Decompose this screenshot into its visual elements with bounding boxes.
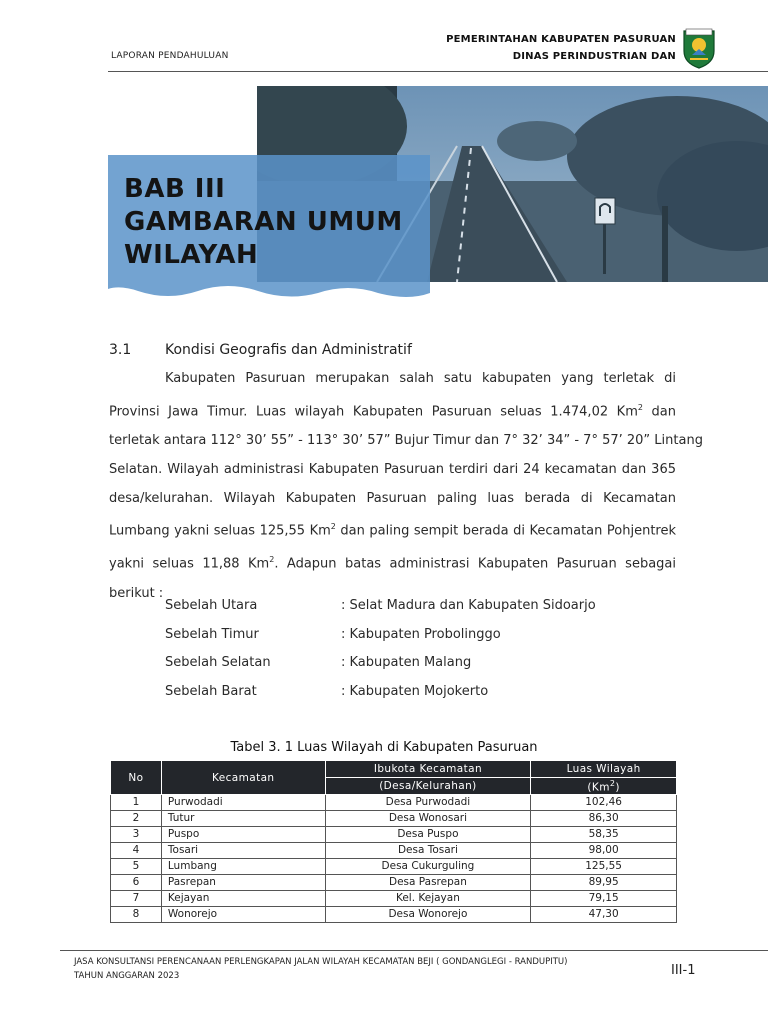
chapter-title — [124, 173, 424, 272]
chapter-title-line1: BAB III — [124, 174, 226, 204]
border-direction: Sebelah Barat — [165, 684, 257, 699]
cell-luas: 79,15 — [531, 891, 677, 907]
paragraph-line: desa/kelurahan. Wilayah Kabupaten Pasuruan paling luas berada di Kecamatan — [109, 490, 676, 506]
cell-ibukota: Desa Wonorejo — [325, 907, 531, 923]
cell-kecamatan: Kejayan — [161, 891, 325, 907]
col-header-luas: Luas Wilayah — [531, 761, 677, 778]
table-row — [111, 795, 677, 811]
cell-no: 5 — [111, 859, 162, 875]
cell-luas: 89,95 — [531, 875, 677, 891]
col-header-no: No — [111, 761, 162, 795]
col-header-kecamatan: Kecamatan — [161, 761, 325, 795]
border-direction: Sebelah Timur — [165, 627, 259, 642]
section-number: 3.1 — [109, 342, 132, 358]
border-west — [165, 684, 488, 699]
table-row — [111, 811, 677, 827]
col-header-ibukota-sub: (Desa/Kelurahan) — [325, 778, 531, 795]
table-row — [111, 875, 677, 891]
cell-no: 6 — [111, 875, 162, 891]
table-row — [111, 827, 677, 843]
agency-name — [446, 31, 676, 65]
cell-ibukota: Desa Wonosari — [325, 811, 531, 827]
cell-kecamatan: Pasrepan — [161, 875, 325, 891]
cell-luas: 58,35 — [531, 827, 677, 843]
border-east — [165, 627, 501, 642]
chapter-title-line3: WILAYAH — [124, 240, 259, 270]
cell-kecamatan: Tosari — [161, 843, 325, 859]
cell-luas: 98,00 — [531, 843, 677, 859]
paragraph-line: yakni seluas 11,88 Km$^2$. Adapun batas administrasi Kabupaten Pasuruan sebagai — [109, 555, 676, 572]
cell-ibukota: Desa Pasrepan — [325, 875, 531, 891]
cell-ibukota: Desa Cukurguling — [325, 859, 531, 875]
cell-no: 3 — [111, 827, 162, 843]
area-table — [110, 760, 677, 923]
cell-kecamatan: Puspo — [161, 827, 325, 843]
report-title: LAPORAN PENDAHULUAN — [111, 51, 229, 61]
border-north — [165, 598, 596, 613]
cell-luas: 86,30 — [531, 811, 677, 827]
kabupaten-pasuruan-emblem-icon — [682, 27, 716, 69]
cell-kecamatan: Lumbang — [161, 859, 325, 875]
footer-project-line1: JASA KONSULTANSI PERENCANAAN PERLENGKAPAN JALAN WILAYAH KECAMATAN BEJI ( GONDANGLEGI - RANDUPITU) — [74, 957, 568, 967]
cell-kecamatan: Purwodadi — [161, 795, 325, 811]
paragraph-line: Selatan. Wilayah administrasi Kabupaten Pasuruan terdiri dari 24 kecamatan dan 365 — [109, 461, 676, 477]
paragraph-line: Provinsi Jawa Timur. Luas wilayah Kabupaten Pasuruan seluas 1.474,02 Km$^2$ dan — [109, 402, 677, 420]
paragraph-line: terletak antara 112° 30’ 55” - 113° 30’ 57” Bujur Timur dan 7° 32’ 34” - 7° 57’ 20” Lintang — [109, 432, 703, 448]
col-header-ibukota: Ibukota Kecamatan — [325, 761, 531, 778]
page-number: III-1 — [671, 963, 696, 978]
agency-name-line2: DINAS PERINDUSTRIAN DAN — [512, 51, 676, 62]
paragraph-line: berikut : — [109, 585, 164, 601]
table-row — [111, 891, 677, 907]
cell-no: 2 — [111, 811, 162, 827]
cell-luas: 125,55 — [531, 859, 677, 875]
footer-divider — [60, 950, 768, 951]
border-value: : Kabupaten Mojokerto — [341, 684, 489, 699]
table-row — [111, 907, 677, 923]
cell-kecamatan: Wonorejo — [161, 907, 325, 923]
border-direction: Sebelah Selatan — [165, 655, 271, 670]
table-row — [111, 843, 677, 859]
border-value: : Selat Madura dan Kabupaten Sidoarjo — [341, 598, 596, 613]
cell-kecamatan: Tutur — [161, 811, 325, 827]
footer-project-line2: TAHUN ANGGARAN 2023 — [74, 971, 180, 981]
border-south — [165, 655, 471, 670]
cell-no: 1 — [111, 795, 162, 811]
cell-no: 8 — [111, 907, 162, 923]
table-caption: Tabel 3. 1 Luas Wilayah di Kabupaten Pasuruan — [230, 740, 538, 755]
header-divider — [108, 71, 768, 72]
section-title: Kondisi Geografis dan Administratif — [165, 342, 412, 358]
paragraph-line: Lumbang yakni seluas 125,55 Km$^2$ dan paling sempit berada di Kecamatan Pohjentrek — [109, 522, 677, 539]
cell-ibukota: Desa Purwodadi — [325, 795, 531, 811]
cell-ibukota: Desa Tosari — [325, 843, 531, 859]
border-value: : Kabupaten Malang — [341, 655, 472, 670]
section-paragraph — [109, 365, 703, 608]
cell-ibukota: Desa Puspo — [325, 827, 531, 843]
paragraph-line: Kabupaten Pasuruan merupakan salah satu kabupaten yang terletak di — [165, 371, 676, 386]
agency-name-line1: PEMERINTAHAN KABUPATEN PASURUAN — [446, 34, 676, 45]
cell-luas: 47,30 — [531, 907, 677, 923]
cell-luas: 102,46 — [531, 795, 677, 811]
cell-no: 4 — [111, 843, 162, 859]
border-value: : Kabupaten Probolinggo — [341, 627, 501, 642]
chapter-title-line2: GAMBARAN UMUM — [124, 207, 403, 237]
border-direction: Sebelah Utara — [165, 598, 258, 613]
table-row — [111, 859, 677, 875]
col-header-luas-sub: (Km$^2$) — [531, 778, 677, 795]
footer-project — [74, 955, 567, 983]
cell-no: 7 — [111, 891, 162, 907]
cell-ibukota: Kel. Kejayan — [325, 891, 531, 907]
